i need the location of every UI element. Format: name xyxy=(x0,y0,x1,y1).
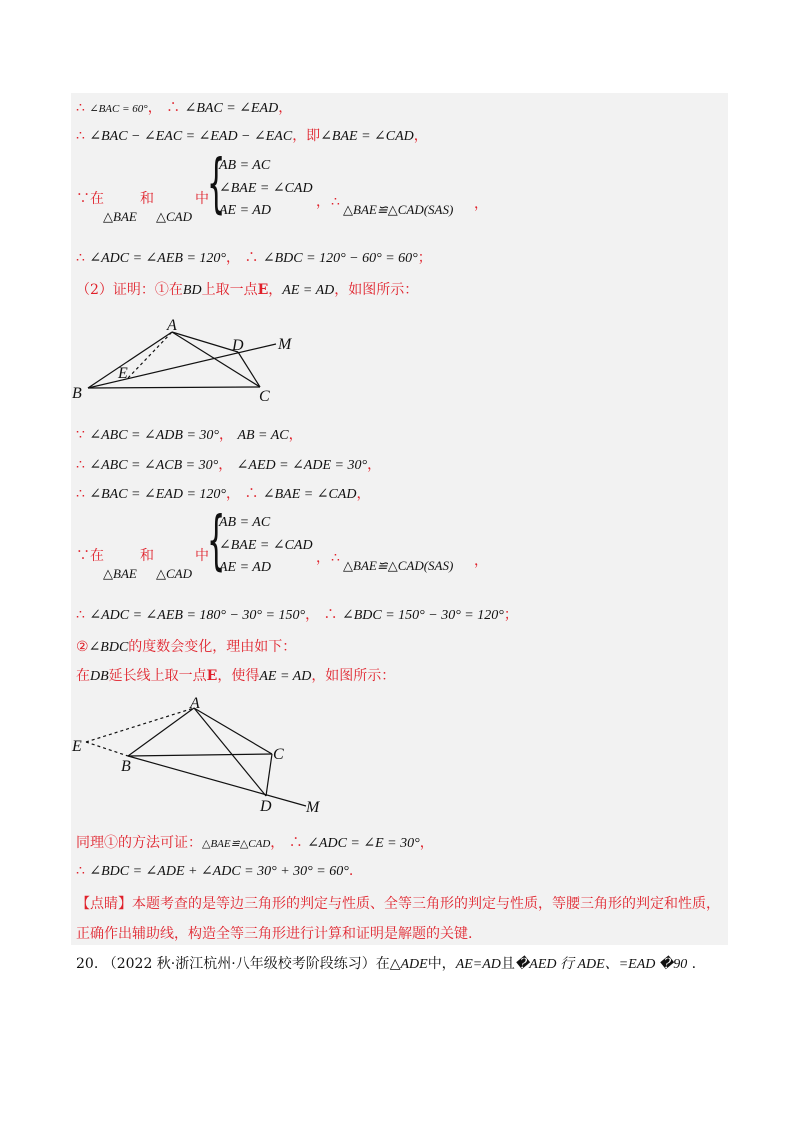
fig1-line-AD xyxy=(172,332,238,352)
fig1-label-D: D xyxy=(232,337,244,354)
fig1-label-M: M xyxy=(278,336,292,353)
line-12: 在DB延长线上取一点E，使得AE = AD，如图所示： xyxy=(76,668,396,684)
line-1: ∴ ∠BAC = 60°， ∴ ∠BAC = ∠EAD， xyxy=(76,100,293,116)
key-point-line-1: 【点睛】本题考查的是等边三角形的判定与性质、全等三角形的判定与性质，等腰三角形的判定和性质， xyxy=(76,896,720,912)
line-4: ∴ ∠ADC = ∠AEB = 120°， ∴ ∠BDC = 120° − 60° = 60°； xyxy=(76,250,432,266)
fig1-line-AC xyxy=(172,332,260,387)
line-11: ②∠BDC的度数会变化，理由如下： xyxy=(76,639,297,655)
fig1-line-AB xyxy=(88,332,172,388)
fig2-label-B: B xyxy=(121,758,131,775)
brace-2: { xyxy=(207,504,226,578)
fig2-line-BM xyxy=(128,756,306,806)
geometry-figure-2 xyxy=(66,696,336,820)
fig2-label-A: A xyxy=(190,696,200,712)
line-13: 同理①的方法可证：△BAE≌△CAD， ∴ ∠ADC = ∠E = 30°， xyxy=(76,835,434,851)
key-point-line-2: 正确作出辅助线，构造全等三角形进行计算和证明是解题的关键. xyxy=(76,926,473,942)
fig1-line-BM xyxy=(88,344,276,388)
line-14: ∴ ∠BDC = ∠ADE + ∠ADC = 30° + 30° = 60°. xyxy=(76,863,354,879)
line-7: ∴ ∠ABC = ∠ACB = 30°， ∠AED = ∠ADE = 30°， xyxy=(76,457,382,473)
line-10: ∴ ∠ADC = ∠AEB = 180° − 30° = 150°， ∴ ∠BDC = 150° − 30° = 120°； xyxy=(76,607,518,623)
fig1-line-DC xyxy=(238,352,260,387)
fig1-label-A: A xyxy=(167,317,177,334)
fig2-line-AB xyxy=(128,708,194,756)
fig2-label-M: M xyxy=(306,799,320,816)
fig1-label-E: E xyxy=(118,365,128,382)
line-8: ∴ ∠BAC = ∠EAD = 120°， ∴ ∠BAE = ∠CAD， xyxy=(76,486,371,502)
fig2-line-AD xyxy=(194,708,266,796)
fig2-line-EA-dashed xyxy=(86,708,194,742)
geometry-figure-1 xyxy=(66,312,306,406)
fig1-label-C: C xyxy=(259,388,270,405)
fig2-line-CD xyxy=(266,754,272,796)
line-5: （2）证明：①在BD上取一点E，AE = AD，如图所示： xyxy=(76,282,419,298)
fig1-line-EA-dashed xyxy=(128,332,172,378)
fig2-line-BC xyxy=(128,754,272,756)
fig2-label-E: E xyxy=(72,738,82,755)
question-20: 20. （2022 秋·浙江杭州·八年级校考阶段练习）在△ADE中，AE=AD且�AED 行 ADE、=EAD �90 . xyxy=(76,956,697,972)
fig2-line-AC xyxy=(194,708,272,754)
fig1-line-BC xyxy=(88,387,260,388)
fig2-label-C: C xyxy=(273,746,284,763)
fig2-label-D: D xyxy=(260,798,272,815)
fig1-label-B: B xyxy=(72,385,82,402)
line-2: ∴ ∠BAC − ∠EAC = ∠EAD − ∠EAC，即∠BAE = ∠CAD， xyxy=(76,128,428,144)
brace-1: { xyxy=(207,147,226,221)
line-6: ∵ ∠ABC = ∠ADB = 30°， AB = AC， xyxy=(76,427,303,443)
fig2-line-EB-dashed xyxy=(86,742,128,756)
